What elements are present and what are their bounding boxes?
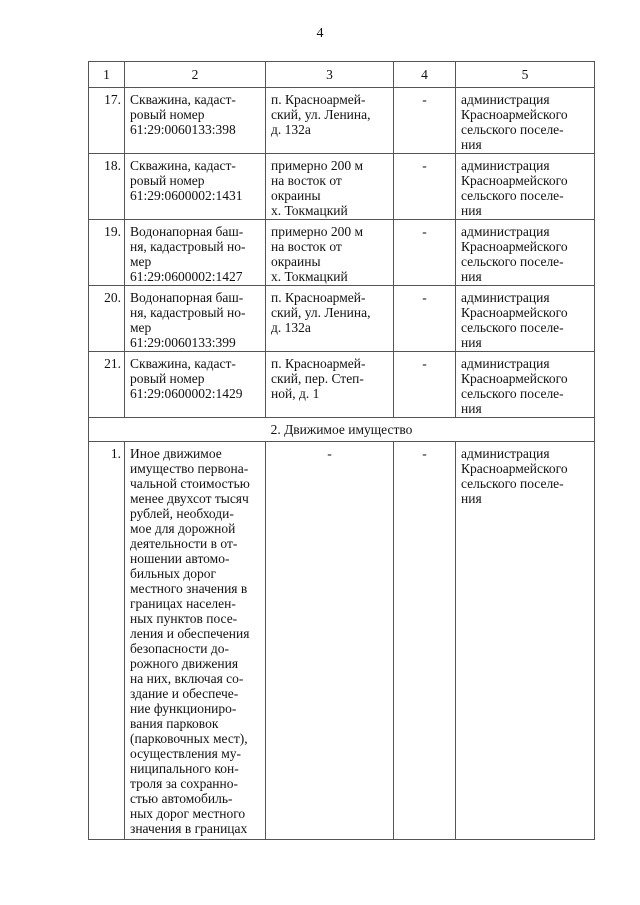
text-line: 61:29:0060133:398 — [130, 122, 236, 137]
text-line: ния — [461, 269, 482, 284]
object-name — [125, 154, 266, 220]
text-line: администрация — [461, 446, 550, 461]
text-line: значения в границах — [130, 821, 248, 836]
text-line: мер — [130, 254, 152, 269]
text-line: ных пунктов посе- — [130, 611, 238, 626]
text-line: примерно 200 м — [271, 158, 364, 173]
text-line: окраины — [271, 254, 321, 269]
table-row — [89, 352, 595, 418]
row-number: 20. — [89, 286, 125, 352]
object-owner — [456, 88, 595, 154]
text-line: Водонапорная баш- — [130, 224, 244, 239]
text-line: 61:29:0600002:1427 — [130, 269, 243, 284]
text-line: на восток от — [271, 239, 342, 254]
row-number: 19. — [89, 220, 125, 286]
text-line: имущество первона- — [130, 461, 249, 476]
table-row — [89, 154, 595, 220]
text-line: администрация — [461, 224, 550, 239]
text-line: троля за сохранно- — [130, 776, 238, 791]
text-line: вания парковок — [130, 716, 219, 731]
text-line: мое для дорожной — [130, 521, 236, 536]
text-line: окраины — [271, 188, 321, 203]
text-line: ной, д. 1 — [271, 386, 320, 401]
text-line: д. 132а — [271, 320, 311, 335]
text-line: Красноармейского — [461, 239, 568, 254]
object-location: - — [266, 442, 394, 840]
row-number: 18. — [89, 154, 125, 220]
object-location — [266, 286, 394, 352]
text-line: администрация — [461, 158, 550, 173]
header-col-2: 2 — [125, 62, 266, 88]
text-line: сельского поселе- — [461, 122, 564, 137]
header-col-4: 4 — [394, 62, 456, 88]
header-col-5: 5 — [456, 62, 595, 88]
text-line: ния — [461, 401, 482, 416]
text-line: д. 132а — [271, 122, 311, 137]
text-line: ский, пер. Степ- — [271, 371, 364, 386]
text-line: Скважина, кадаст- — [130, 92, 236, 107]
text-line: сельского поселе- — [461, 188, 564, 203]
table-row — [89, 88, 595, 154]
text-line: ных дорог местного — [130, 806, 246, 821]
text-line: местного значения в — [130, 581, 248, 596]
text-line: примерно 200 м — [271, 224, 364, 239]
object-name — [125, 442, 266, 840]
col4-value: - — [394, 442, 456, 840]
object-name — [125, 352, 266, 418]
object-name — [125, 286, 266, 352]
text-line: безопасности до- — [130, 641, 229, 656]
header-col-1: 1 — [89, 62, 125, 88]
table-row — [89, 286, 595, 352]
text-line: Красноармейского — [461, 107, 568, 122]
text-line: на восток от — [271, 173, 342, 188]
text-line: 61:29:0600002:1429 — [130, 386, 243, 401]
object-owner — [456, 220, 595, 286]
text-line: Красноармейского — [461, 371, 568, 386]
text-line: на них, включая со- — [130, 671, 244, 686]
text-line: ние функциониро- — [130, 701, 237, 716]
header-col-3: 3 — [266, 62, 394, 88]
section-row — [89, 418, 595, 442]
table-row — [89, 220, 595, 286]
text-line: ниципального кон- — [130, 761, 239, 776]
property-registry-table — [88, 61, 595, 840]
text-line: х. Токмацкий — [271, 203, 348, 218]
text-line: ния — [461, 491, 482, 506]
object-location — [266, 352, 394, 418]
col4-value: - — [394, 154, 456, 220]
text-line: ровый номер — [130, 173, 205, 188]
text-line: деятельности в от- — [130, 536, 238, 551]
text-line: ский, ул. Ленина, — [271, 107, 371, 122]
page-number: 4 — [316, 26, 324, 41]
text-line: ня, кадастровый но- — [130, 239, 246, 254]
col4-value: - — [394, 286, 456, 352]
text-line: ровый номер — [130, 107, 205, 122]
text-line: Иное движимое — [130, 446, 222, 461]
text-line: администрация — [461, 290, 550, 305]
object-location — [266, 220, 394, 286]
text-line: х. Токмацкий — [271, 269, 348, 284]
text-line: Скважина, кадаст- — [130, 158, 236, 173]
text-line: ления и обеспечения — [130, 626, 250, 641]
table-header-row — [89, 62, 595, 88]
text-line: рублей, необходи- — [130, 506, 234, 521]
text-line: сельского поселе- — [461, 254, 564, 269]
text-line: 61:29:0600002:1431 — [130, 188, 243, 203]
text-line: сельского поселе- — [461, 320, 564, 335]
text-line: ровый номер — [130, 371, 205, 386]
text-line: стью автомобиль- — [130, 791, 233, 806]
text-line: бильных дорог — [130, 566, 217, 581]
row-number: 17. — [89, 88, 125, 154]
col4-value: - — [394, 88, 456, 154]
text-line: п. Красноармей- — [271, 92, 366, 107]
text-line: ния — [461, 203, 482, 218]
object-owner — [456, 352, 595, 418]
object-owner — [456, 154, 595, 220]
text-line: ношении автомо- — [130, 551, 230, 566]
section-title: 2. Движимое имущество — [89, 418, 595, 442]
object-owner — [456, 286, 595, 352]
text-line: рожного движения — [130, 656, 239, 671]
text-line: здание и обеспече- — [130, 686, 239, 701]
text-line: Красноармейского — [461, 305, 568, 320]
text-line: сельского поселе- — [461, 476, 564, 491]
text-line: менее двухсот тысяч — [130, 491, 249, 506]
object-owner — [456, 442, 595, 840]
text-line: Красноармейского — [461, 173, 568, 188]
row-number: 1. — [89, 442, 125, 840]
text-line: 61:29:0060133:399 — [130, 335, 236, 350]
text-line: (парковочных мест), — [130, 731, 248, 746]
table-body — [89, 88, 595, 840]
text-line: администрация — [461, 356, 550, 371]
text-line: Скважина, кадаст- — [130, 356, 236, 371]
text-line: ния — [461, 335, 482, 350]
text-line: мер — [130, 320, 152, 335]
object-location — [266, 154, 394, 220]
text-line: чальной стоимостью — [130, 476, 250, 491]
text-line: ния — [461, 137, 482, 152]
text-line: п. Красноармей- — [271, 356, 366, 371]
text-line: администрация — [461, 92, 550, 107]
text-line: п. Красноармей- — [271, 290, 366, 305]
text-line: ня, кадастровый но- — [130, 305, 246, 320]
text-line: границах населен- — [130, 596, 236, 611]
row-number: 21. — [89, 352, 125, 418]
col4-value: - — [394, 352, 456, 418]
text-line: ский, ул. Ленина, — [271, 305, 371, 320]
text-line: осуществления му- — [130, 746, 242, 761]
object-name — [125, 220, 266, 286]
col4-value: - — [394, 220, 456, 286]
object-name — [125, 88, 266, 154]
text-line: Красноармейского — [461, 461, 568, 476]
object-location — [266, 88, 394, 154]
table-row — [89, 442, 595, 840]
text-line: Водонапорная баш- — [130, 290, 244, 305]
text-line: сельского поселе- — [461, 386, 564, 401]
